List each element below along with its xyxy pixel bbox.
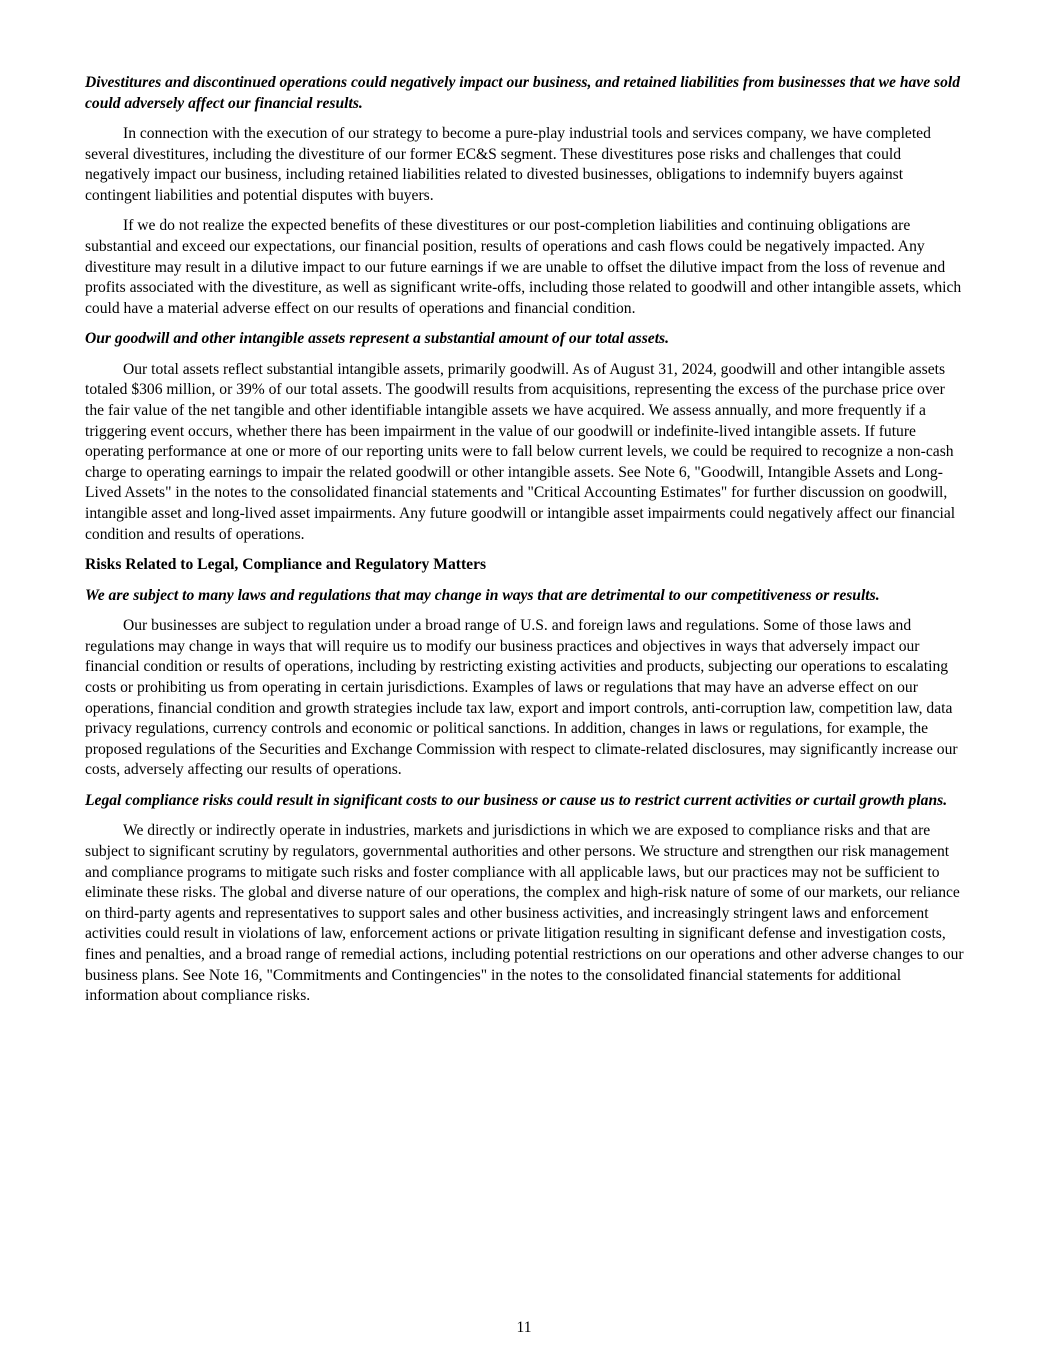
document-page [85,73,965,1017]
paragraph: In connection with the execution of our strategy to become a pure-play industrial tools and services company, we have completed several divestitures, including the divestiture of our former EC&S segment. These divestitures pose risks and challenges that could negatively impact our business, including retained liabilities related to divested businesses, obligations to indemnify buyers against contingent liabilities and potential disputes with buyers. [85,125,931,204]
paragraph: If we do not realize the expected benefits of these divestitures or our post-completion liabilities and continuing obligations are substantial and exceed our expectations, our financial position, results of operations and cash flows could be negatively impacted. Any divestiture may result in a dilutive impact to our future earnings if we are unable to offset the dilutive impact from the loss of revenue and profits associated with the divestiture, as well as significant write-offs, including those related to goodwill and other intangible assets, which could have a material adverse effect on our results of operations and financial condition. [85,217,962,317]
section-heading-goodwill: Our goodwill and other intangible assets represent a substantial amount of our total assets. [85,330,670,348]
section-heading-divestitures: Divestitures and discontinued operations could negatively impact our business, and retained liabilities from businesses that we have sold could adversely affect our financial results. [85,74,961,112]
paragraph: Our businesses are subject to regulation under a broad range of U.S. and foreign laws and regulations. Some of those laws and regulations may change in ways that will require us to modify our business practices and objectives in ways that adversely impact our financial condition or results of operations, including by restricting existing activities and products, subjecting our operations to escalating costs or prohibiting us from operating in certain jurisdictions. Examples of laws or regulations that may have an adverse effect on our operations, financial condition and growth strategies include tax law, export and import controls, anti-corruption law, competition law, data privacy regulations, currency controls and economic or political sanctions. In addition, changes in laws or regulations, for example, the proposed regulations of the Securities and Exchange Commission with respect to climate-related disclosures, may significantly increase our costs, adversely affecting our results of operations. [85,617,958,779]
section-heading-laws-regulations: We are subject to many laws and regulations that may change in ways that are detrimental to our competitiveness or results. [85,586,880,604]
paragraph: We directly or indirectly operate in industries, markets and jurisdictions in which we are exposed to compliance risks and that are subject to significant scrutiny by regulators, governmental authorities and other persons. We structure and strengthen our risk management and compliance programs to mitigate such risks and foster compliance with all applicable laws, but our practices may not be sufficient to eliminate these risks. The global and diverse nature of our operations, the complex and high-risk nature of some of our markets, our reliance on third-party agents and representatives to support sales and other business activities, and increasingly stringent laws and enforcement activities could result in violations of law, enforcement actions or private litigation resulting in significant defense and investigation costs, fines and penalties, and a broad range of remedial actions, including potential restrictions on our operations and other adverse changes to our business plans. See Note 16, "Commitments and Contingencies" in the notes to the consolidated financial statements for additional information about compliance risks. [85,822,964,1005]
page-number: 11 [516,1319,532,1336]
paragraph: Our total assets reflect substantial intangible assets, primarily goodwill. As of August 31, 2024, goodwill and other intangible assets totaled $306 million, or 39% of our total assets. The goodwill results from acquisitions, representing the excess of the purchase price over the fair value of the net tangible and other identifiable intangible assets we have acquired. We assess annually, and more frequently if a triggering event occurs, whether there has been impairment in the value of our goodwill or indefinite-lived intangible assets. If future operating performance at one or more of our reporting units were to fall below current levels, we could be required to recognize a non-cash charge to operating earnings to impair the related goodwill or other intangible assets. See Note 6, "Goodwill, Intangible Assets and Long-Lived Assets" in the notes to the consolidated financial statements and "Critical Accounting Estimates" for further discussion on goodwill, intangible asset and long-lived asset impairments. Any future goodwill or intangible asset impairments could negatively affect our financial condition and results of operations. [85,360,956,543]
section-heading-legal-compliance: Legal compliance risks could result in significant costs to our business or cause us to restrict current activities or curtail growth plans. [85,791,948,809]
subsection-title-legal-risks: Risks Related to Legal, Compliance and Regulatory Matters [85,556,487,574]
